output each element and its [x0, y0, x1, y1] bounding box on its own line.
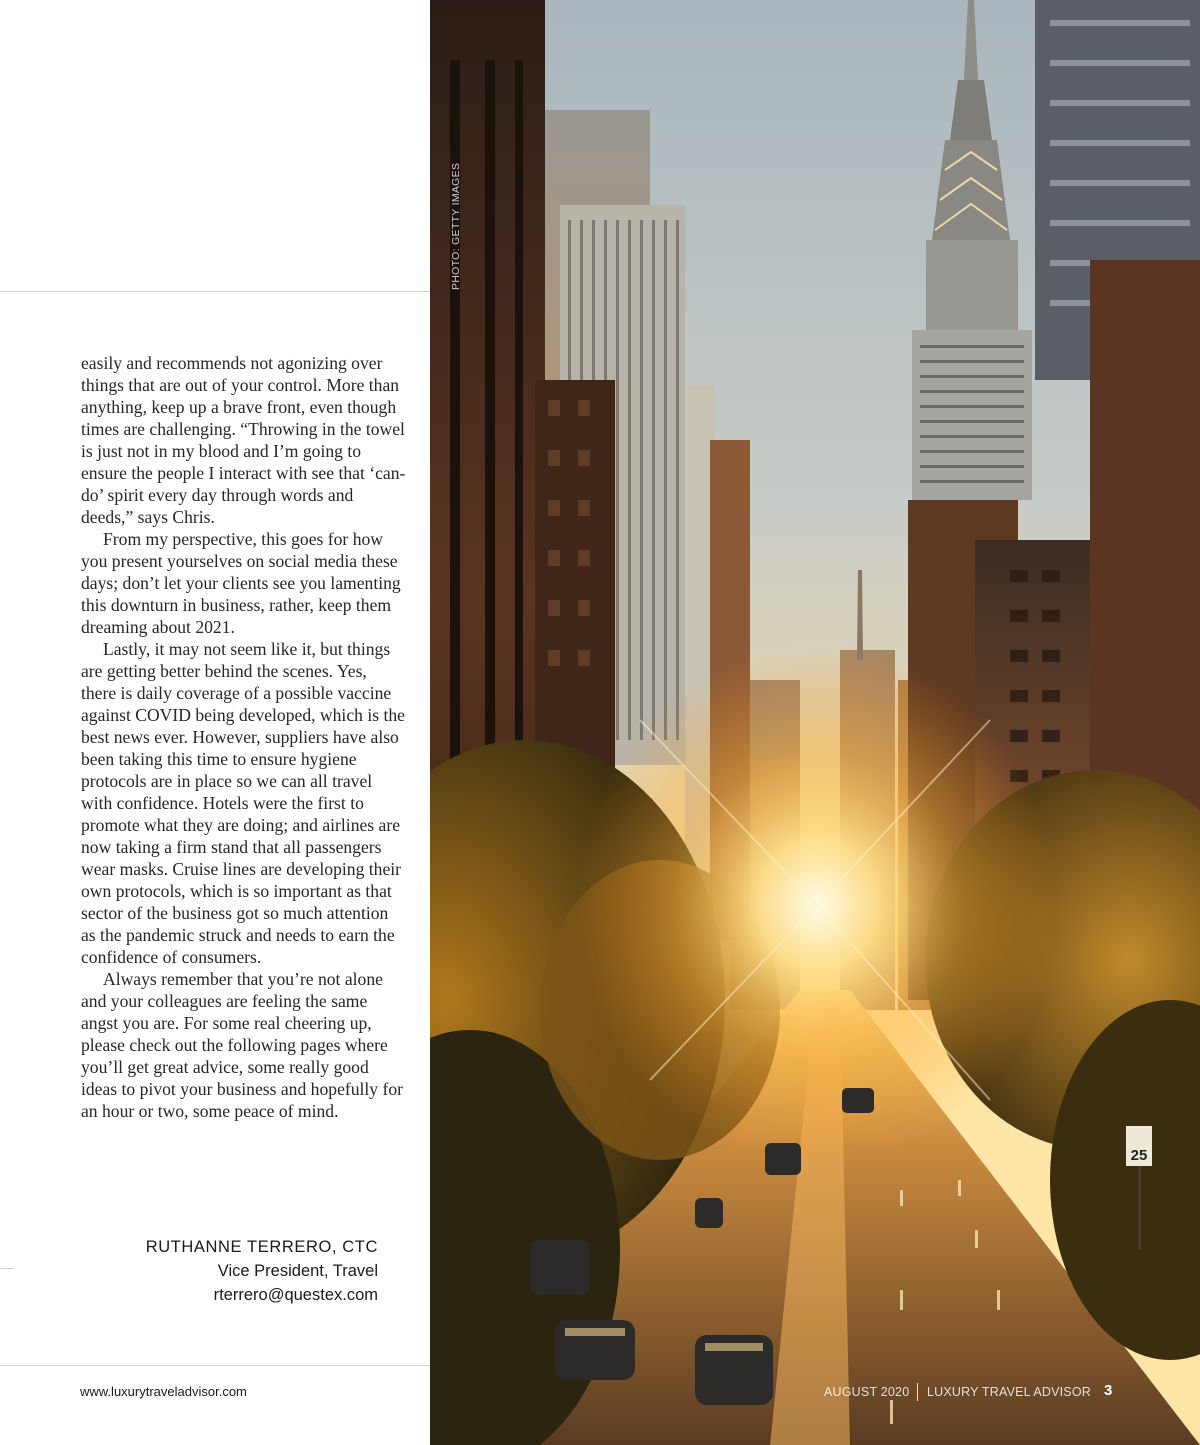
magazine-title: LUXURY TRAVEL ADVISOR [927, 1385, 1091, 1399]
city-sunset-photo [430, 0, 1200, 1445]
page-folio [824, 1383, 1124, 1403]
folio-divider [917, 1383, 918, 1401]
article-paragraph: Always remember that you’re not alone and your colleagues are feeling the same angst you are. For some real cheering up, please check out the following pages where you’ll get great advice, some really good ideas to pivot your business and hopefully for an hour or two, some peace of mind. [81, 969, 404, 1121]
article-paragraph: easily and recommends not agonizing over things that are out of your control. More than anything, keep up a brave front, even though times are challenging. “Throwing in the towel is just not in my blood and I’m going to ensure the people I interact with see that ‘can-do’ spirit every day through words and deeds,” says Chris. [81, 353, 406, 527]
footer-website[interactable]: www.luxurytraveladvisor.com [80, 1384, 247, 1399]
side-tick-divider [0, 1268, 14, 1269]
article-paragraph: From my perspective, this goes for how you present yourselves on social media these days; don’t let your clients see you lamenting this downturn in business, rather, keep them dreaming about 2021. [81, 529, 401, 637]
photo-credit [437, 160, 477, 290]
page-number: 3 [1104, 1382, 1113, 1399]
author-signature [120, 1235, 378, 1307]
article-body [81, 352, 406, 1122]
author-email[interactable]: rterrero@questex.com [213, 1286, 378, 1304]
speed-limit-sign: 25 [1130, 1147, 1148, 1164]
bottom-divider [0, 1365, 430, 1366]
photo-credit-text: PHOTO: GETTY IMAGES [450, 162, 462, 290]
issue-date: AUGUST 2020 [824, 1385, 910, 1399]
top-divider [0, 291, 430, 292]
article-paragraph: Lastly, it may not seem like it, but things are getting better behind the scenes. Yes, there is daily coverage of a possible vaccine against COVID being developed, which is the best news ever. However, suppliers have also been taking this time to ensure hygiene protocols are in place so we can all travel with confidence. Hotels were the first to promote what they are doing; and airlines are now taking a firm stand that all passengers wear masks. Cruise lines are developing their own protocols, which is so important as that sector of the business got so much attention as the pandemic struck and needs to earn the confidence of consumers. [81, 639, 405, 967]
author-title: Vice President, Travel [217, 1262, 378, 1280]
author-name: RUTHANNE TERRERO, CTC [145, 1238, 378, 1256]
